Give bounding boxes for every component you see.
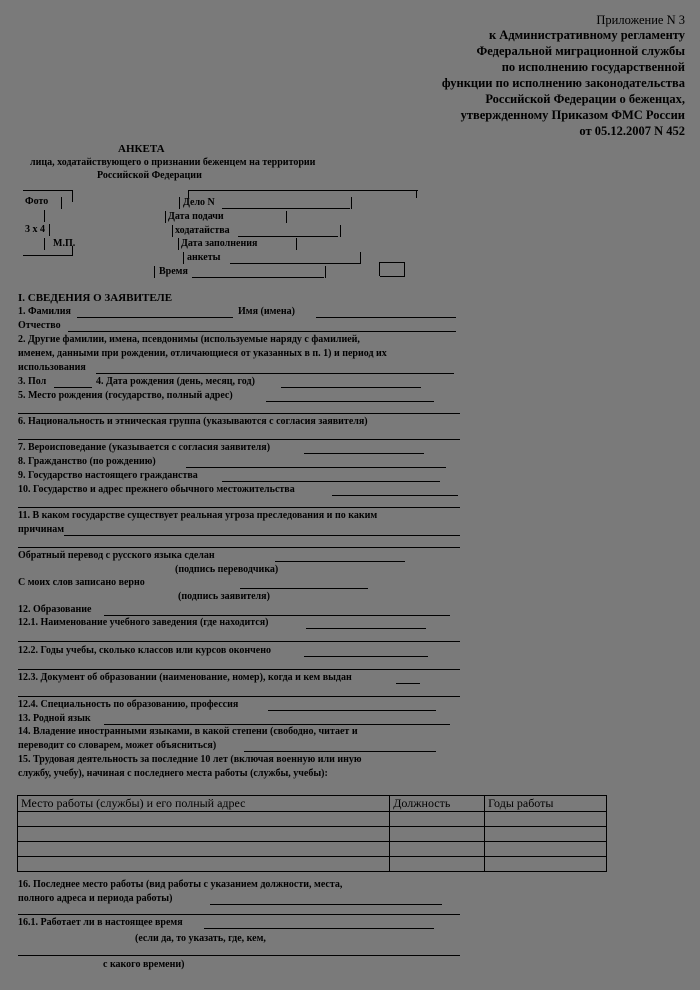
- petition-label: ходатайства: [175, 225, 230, 236]
- table-cell[interactable]: [390, 827, 485, 842]
- table-cell[interactable]: [485, 857, 607, 872]
- specialty-label: 12.4. Специальность по образованию, профессия: [18, 699, 239, 710]
- table-cell[interactable]: [390, 857, 485, 872]
- translator-signature-hint: (подпись переводчика): [175, 564, 279, 575]
- currently-working-hint: (если да, то указать, где, кем,: [135, 933, 266, 944]
- applicant-signature-input[interactable]: [240, 588, 368, 589]
- threat-input-2[interactable]: [18, 547, 460, 548]
- other-names-label-1: 2. Другие фамилии, имена, псевдонимы (используемые наряду с фамилией,: [18, 334, 360, 345]
- appendix-line-6: Российской Федерации о беженцах,: [485, 92, 685, 106]
- table-cell[interactable]: [18, 842, 390, 857]
- table-cell[interactable]: [18, 827, 390, 842]
- study-years-input[interactable]: [304, 656, 428, 657]
- questionnaire-label: анкеты: [187, 252, 221, 263]
- sex-label: 3. Пол: [18, 376, 47, 387]
- appendix-line-7: утвержденному Приказом ФМС России: [460, 108, 685, 122]
- appendix-line-1: Приложение N 3: [596, 13, 685, 27]
- table-cell[interactable]: [18, 857, 390, 872]
- currently-working-input-2[interactable]: [18, 955, 460, 956]
- appendix-line-5: функции по исполнению законодательства: [441, 76, 685, 90]
- currently-working-hint-2: с какого времени): [103, 959, 185, 970]
- previous-residence-input[interactable]: [332, 495, 458, 496]
- table-row: [18, 857, 607, 872]
- form-title: АНКЕТА: [118, 143, 165, 155]
- other-names-label-3: использования: [18, 362, 86, 373]
- native-language-label: 13. Родной язык: [18, 713, 91, 724]
- surname-label: 1. Фамилия: [18, 306, 71, 317]
- section-title: I. СВЕДЕНИЯ О ЗАЯВИТЕЛЕ: [18, 292, 173, 304]
- school-name-input[interactable]: [306, 628, 426, 629]
- languages-input[interactable]: [244, 751, 436, 752]
- education-document-input[interactable]: [396, 683, 420, 684]
- birth-place-input-2[interactable]: [18, 413, 460, 414]
- previous-residence-input-2[interactable]: [18, 507, 460, 508]
- previous-residence-label: 10. Государство и адрес прежнего обычного местожительства: [18, 484, 295, 495]
- translator-signature-input[interactable]: [275, 561, 405, 562]
- case-number-label: Дело N: [183, 197, 215, 208]
- other-names-label-2: именем, данными при рождении, отличающиеся от указанных в п. 1) и период их: [18, 348, 387, 359]
- table-cell[interactable]: [485, 827, 607, 842]
- religion-input[interactable]: [304, 453, 424, 454]
- birth-place-label: 5. Место рождения (государство, полный адрес): [18, 390, 233, 401]
- first-name-input[interactable]: [316, 317, 456, 318]
- citizenship-birth-label: 8. Гражданство (по рождению): [18, 456, 156, 467]
- first-name-label: Имя (имена): [238, 306, 295, 317]
- religion-label: 7. Вероисповедание (указывается с согласия заявителя): [18, 442, 271, 453]
- native-language-input[interactable]: [104, 724, 450, 725]
- patronymic-label: Отчество: [18, 320, 61, 331]
- filing-date-label: Дата подачи: [168, 211, 224, 222]
- birth-date-input[interactable]: [281, 387, 421, 388]
- current-citizenship-label: 9. Государство настоящего гражданства: [18, 470, 198, 481]
- form-subtitle-1: лица, ходатайствующего о признании беженцем на территории: [30, 157, 316, 168]
- form-subtitle-2: Российской Федерации: [97, 170, 202, 181]
- languages-label-2: переводит со словарем, может объясниться): [18, 740, 217, 751]
- fill-date-label: Дата заполнения: [181, 238, 258, 249]
- appendix-line-2: к Административному регламенту: [488, 28, 685, 42]
- appendix-line-4: по исполнению государственной: [501, 60, 685, 74]
- table-cell[interactable]: [18, 812, 390, 827]
- appendix-line-8: от 05.12.2007 N 452: [579, 124, 685, 138]
- patronymic-input[interactable]: [68, 331, 456, 332]
- threat-label-1: 11. В каком государстве существует реальная угроза преследования и по каким: [18, 510, 378, 521]
- threat-input[interactable]: [64, 535, 460, 536]
- currently-working-input[interactable]: [204, 928, 434, 929]
- jobs-table: [17, 795, 607, 872]
- table-cell[interactable]: [390, 812, 485, 827]
- last-job-input-2[interactable]: [18, 914, 460, 915]
- nationality-label: 6. Национальность и этническая группа (указываются с согласия заявителя): [18, 416, 368, 427]
- school-name-input-2[interactable]: [18, 641, 460, 642]
- appendix-line-3: Федеральной миграционной службы: [476, 44, 685, 58]
- languages-label-1: 14. Владение иностранными языками, в какой степени (свободно, читает и: [18, 726, 358, 737]
- table-row: [18, 827, 607, 842]
- stamp-label: М.П.: [53, 238, 76, 249]
- table-cell[interactable]: [390, 842, 485, 857]
- time-label: Время: [159, 266, 188, 277]
- photo-label: Фото: [25, 196, 49, 207]
- education-document-input-2[interactable]: [18, 696, 460, 697]
- table-cell[interactable]: [485, 812, 607, 827]
- photo-size-label: 3 x 4: [25, 224, 45, 235]
- citizenship-birth-input[interactable]: [186, 467, 446, 468]
- employment-label-2: службу, учебу), начиная с последнего места работы (службы, учебы):: [18, 768, 328, 779]
- school-name-label: 12.1. Наименование учебного заведения (где находится): [18, 617, 269, 628]
- birth-place-input[interactable]: [266, 401, 434, 402]
- table-row: [18, 842, 607, 857]
- threat-label-2: причинам: [18, 524, 65, 535]
- reverse-translation-label: Обратный перевод с русского языка сделан: [18, 550, 215, 561]
- column-header-years: Годы работы: [485, 796, 607, 812]
- applicant-signature-hint: (подпись заявителя): [178, 591, 270, 602]
- last-job-input[interactable]: [210, 904, 442, 905]
- nationality-input[interactable]: [18, 439, 460, 440]
- birth-date-label: 4. Дата рождения (день, месяц, год): [96, 376, 255, 387]
- surname-input[interactable]: [77, 317, 233, 318]
- current-citizenship-input[interactable]: [222, 481, 440, 482]
- table-row: [18, 812, 607, 827]
- study-years-label: 12.2. Годы учебы, сколько классов или курсов окончено: [18, 645, 271, 656]
- column-header-workplace: Место работы (службы) и его полный адрес: [18, 796, 390, 812]
- employment-label-1: 15. Трудовая деятельность за последние 10 лет (включая военную или иную: [18, 754, 362, 765]
- education-input[interactable]: [104, 615, 450, 616]
- education-document-label: 12.3. Документ об образовании (наименование, номер), когда и кем выдан: [18, 672, 352, 683]
- table-cell[interactable]: [485, 842, 607, 857]
- recorded-correctly-label: С моих слов записано верно: [18, 577, 145, 588]
- currently-working-label: 16.1. Работает ли в настоящее время: [18, 917, 183, 928]
- study-years-input-2[interactable]: [18, 669, 460, 670]
- last-job-label-1: 16. Последнее место работы (вид работы с указанием должности, места,: [18, 879, 343, 890]
- education-label: 12. Образование: [18, 604, 92, 615]
- other-names-input[interactable]: [96, 373, 454, 374]
- specialty-input[interactable]: [268, 710, 436, 711]
- table-header-row: [18, 796, 607, 812]
- last-job-label-2: полного адреса и периода работы): [18, 893, 173, 904]
- column-header-position: Должность: [390, 796, 485, 812]
- sex-input[interactable]: [54, 387, 92, 388]
